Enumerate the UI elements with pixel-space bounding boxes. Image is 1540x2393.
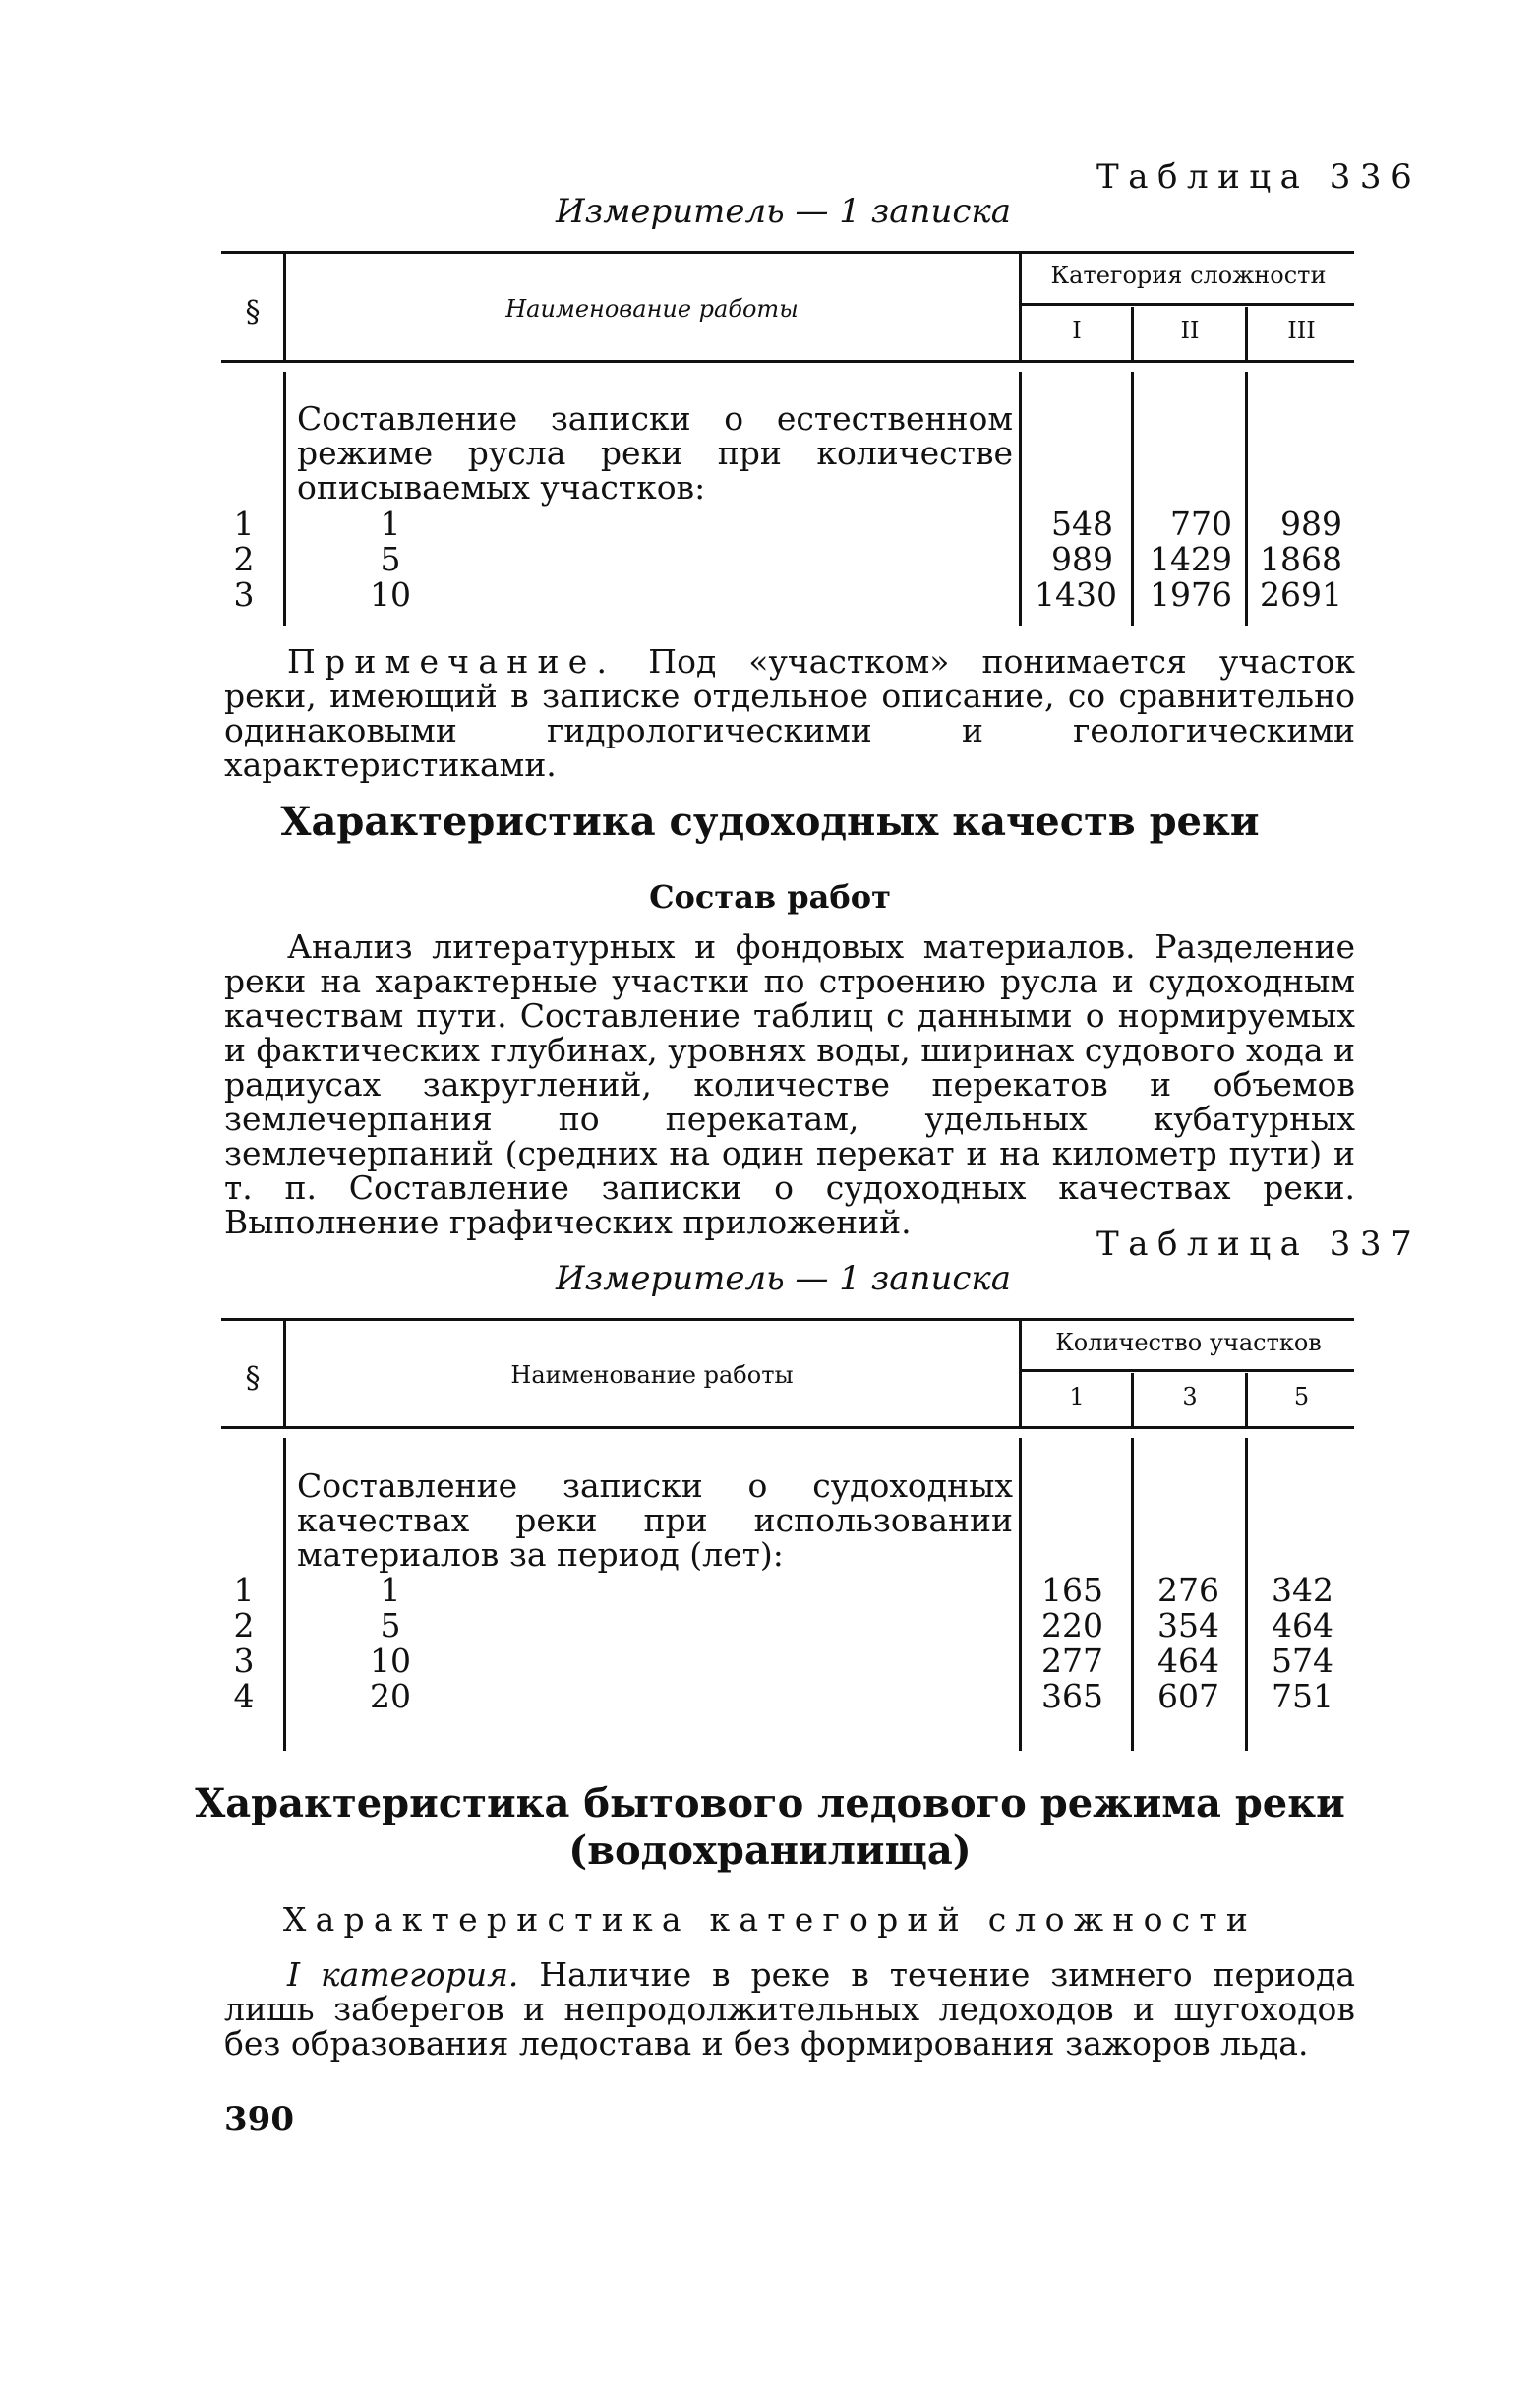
section-2-paragraph [224, 1957, 1355, 2061]
table-row-336-3-v2: 1976 [1150, 575, 1232, 614]
table-row-337-4-n: 4 [233, 1677, 255, 1715]
table-337-description: Составление записки о судоходных качествах реки при использовании материалов за период (лет): [297, 1466, 1013, 1574]
table-337-col-name: Наименование работы [510, 1361, 794, 1389]
table-337-top-rule [221, 1318, 1354, 1321]
table-row-336-3-label: 10 [370, 575, 411, 614]
table-row-337-4-label: 20 [370, 1677, 411, 1715]
table-336-vline-1 [283, 254, 286, 362]
table-row-336-3-v1: 1430 [1035, 575, 1117, 614]
table-row-336-2-v3: 1868 [1260, 540, 1342, 578]
table-336-group-header: Категория сложности [1050, 262, 1327, 289]
table-row-337-3-v1: 277 [1041, 1642, 1103, 1680]
category-label: I категория. [287, 1955, 519, 1994]
table-337-sub-header-1: 1 [1069, 1383, 1085, 1410]
table-337-group-rule [1019, 1369, 1354, 1372]
table-row-337-4-v3: 751 [1272, 1677, 1333, 1715]
table-337-body-vline-3 [1131, 1438, 1134, 1751]
table-row-337-2-n: 2 [233, 1606, 255, 1645]
table-337-body-vline-4 [1245, 1438, 1248, 1751]
table-336-body-vline-3 [1131, 372, 1134, 626]
category-text: Наличие в реке в течение зимнего периода лишь заберегов и непродолжительных ледоходов и шугоходов без образования ледостава и без формирования зажоров льда. [224, 1955, 1356, 2063]
table-337-vline-4 [1245, 1373, 1248, 1429]
table-337-body-vline-1 [283, 1438, 286, 1751]
table-row-336-1-label: 1 [380, 505, 401, 543]
table-row-336-2-v1: 989 [1051, 540, 1113, 578]
table-row-336-2-n: 2 [233, 540, 255, 578]
table-337-vline-1 [283, 1321, 286, 1429]
table-337-sub-header-3: 5 [1293, 1383, 1310, 1410]
table-337-vline-3 [1131, 1373, 1134, 1429]
table-row-336-1-v3: 989 [1280, 505, 1342, 543]
section-1-text: Анализ литературных и фондовых материалов. Разделение реки на характерные участки по строению русла и судоходным качествам пути. Составление таблиц с данными о нормируемых и фактических глубинах, уровнях воды, ширинах судового хода и радиусах закруглений, количестве перекатов и объемов землечерпания по перекатам, удельных кубатурных землечерпаний (средних на один перекат и на километр пути) и т. п. Составление записки о судоходных качествах реки. Выполнение графических приложений. [224, 927, 1355, 1241]
table-row-336-1-v1: 548 [1051, 505, 1113, 543]
table-336-col-name: Наименование работы [505, 295, 799, 323]
table-337-sub-header-2: 3 [1182, 1383, 1198, 1410]
table-337-label: Таблица 337 [1096, 1225, 1422, 1264]
table-row-337-3-v2: 464 [1157, 1642, 1219, 1680]
table-337-body-vline-2 [1019, 1438, 1022, 1751]
table-row-337-1-label: 1 [380, 1571, 401, 1609]
table-row-336-3-n: 3 [233, 575, 255, 614]
table-row-336-1-v2: 770 [1170, 505, 1232, 543]
table-336-description: Составление записки о естественном режиме русла реки при количестве описываемых участков: [297, 399, 1013, 507]
section-1-title: Характеристика судоходных качеств реки [280, 799, 1260, 845]
table-336-sub-header-2: II [1180, 317, 1200, 344]
page-number: 390 [224, 2100, 294, 2139]
table-336-vline-4 [1245, 307, 1248, 362]
table-336-vline-2 [1019, 254, 1022, 362]
section-1-subtitle: Состав работ [649, 878, 891, 916]
table-row-336-2-label: 5 [380, 540, 401, 578]
table-337-col-paragraph: § [245, 1361, 261, 1396]
table-row-337-1-v3: 342 [1272, 1571, 1333, 1609]
table-row-337-1-n: 1 [233, 1571, 255, 1609]
table-row-337-2-label: 5 [380, 1606, 401, 1645]
table-row-337-1-v2: 276 [1157, 1571, 1219, 1609]
table-336-vline-3 [1131, 307, 1134, 362]
table-row-337-2-v3: 464 [1272, 1606, 1333, 1645]
section-2-subtitle: Характеристика категорий сложности [282, 1900, 1258, 1939]
table-336-body-vline-2 [1019, 372, 1022, 626]
table-row-336-1-n: 1 [233, 505, 255, 543]
section-2-title-line-2: (водохранилища) [568, 1827, 972, 1874]
note-label: Примечание. [287, 642, 617, 681]
table-337-vline-2 [1019, 1321, 1022, 1429]
table-row-337-2-v1: 220 [1041, 1606, 1103, 1645]
table-336-header-rule [221, 360, 1354, 363]
table-row-337-2-v2: 354 [1157, 1606, 1219, 1645]
section-2-title-line-1: Характеристика бытового ледового режима реки [195, 1780, 1345, 1826]
table-row-337-1-v1: 165 [1041, 1571, 1103, 1609]
table-row-336-2-v2: 1429 [1150, 540, 1232, 578]
table-row-336-3-v3: 2691 [1260, 575, 1342, 614]
table-337-group-header: Количество участков [1055, 1329, 1322, 1356]
table-336-sub-header-3: III [1287, 317, 1316, 344]
table-336-sub-header-1: I [1072, 317, 1082, 344]
table-row-337-3-label: 10 [370, 1642, 411, 1680]
table-336-body-vline-1 [283, 372, 286, 626]
table-336-top-rule [221, 251, 1354, 254]
table-337-header-rule [221, 1426, 1354, 1429]
table-336-col-paragraph: § [245, 295, 261, 329]
table-336-group-rule [1019, 303, 1354, 306]
table-336-label: Таблица 336 [1096, 157, 1422, 197]
table-row-337-3-n: 3 [233, 1642, 255, 1680]
table-336-body-vline-4 [1245, 372, 1248, 626]
table-row-337-4-v2: 607 [1157, 1677, 1219, 1715]
table-336-meter: Измеритель — 1 записка [556, 192, 1011, 231]
table-337-meter: Измеритель — 1 записка [556, 1259, 1011, 1298]
note-text: Под «участком» понимается участок реки, имеющий в записке отдельное описание, со сравнительно одинаковыми гидрологическими и геологическими характеристиками. [224, 642, 1355, 784]
note-paragraph [224, 644, 1355, 782]
table-row-337-3-v3: 574 [1272, 1642, 1333, 1680]
table-row-337-4-v1: 365 [1041, 1677, 1103, 1715]
